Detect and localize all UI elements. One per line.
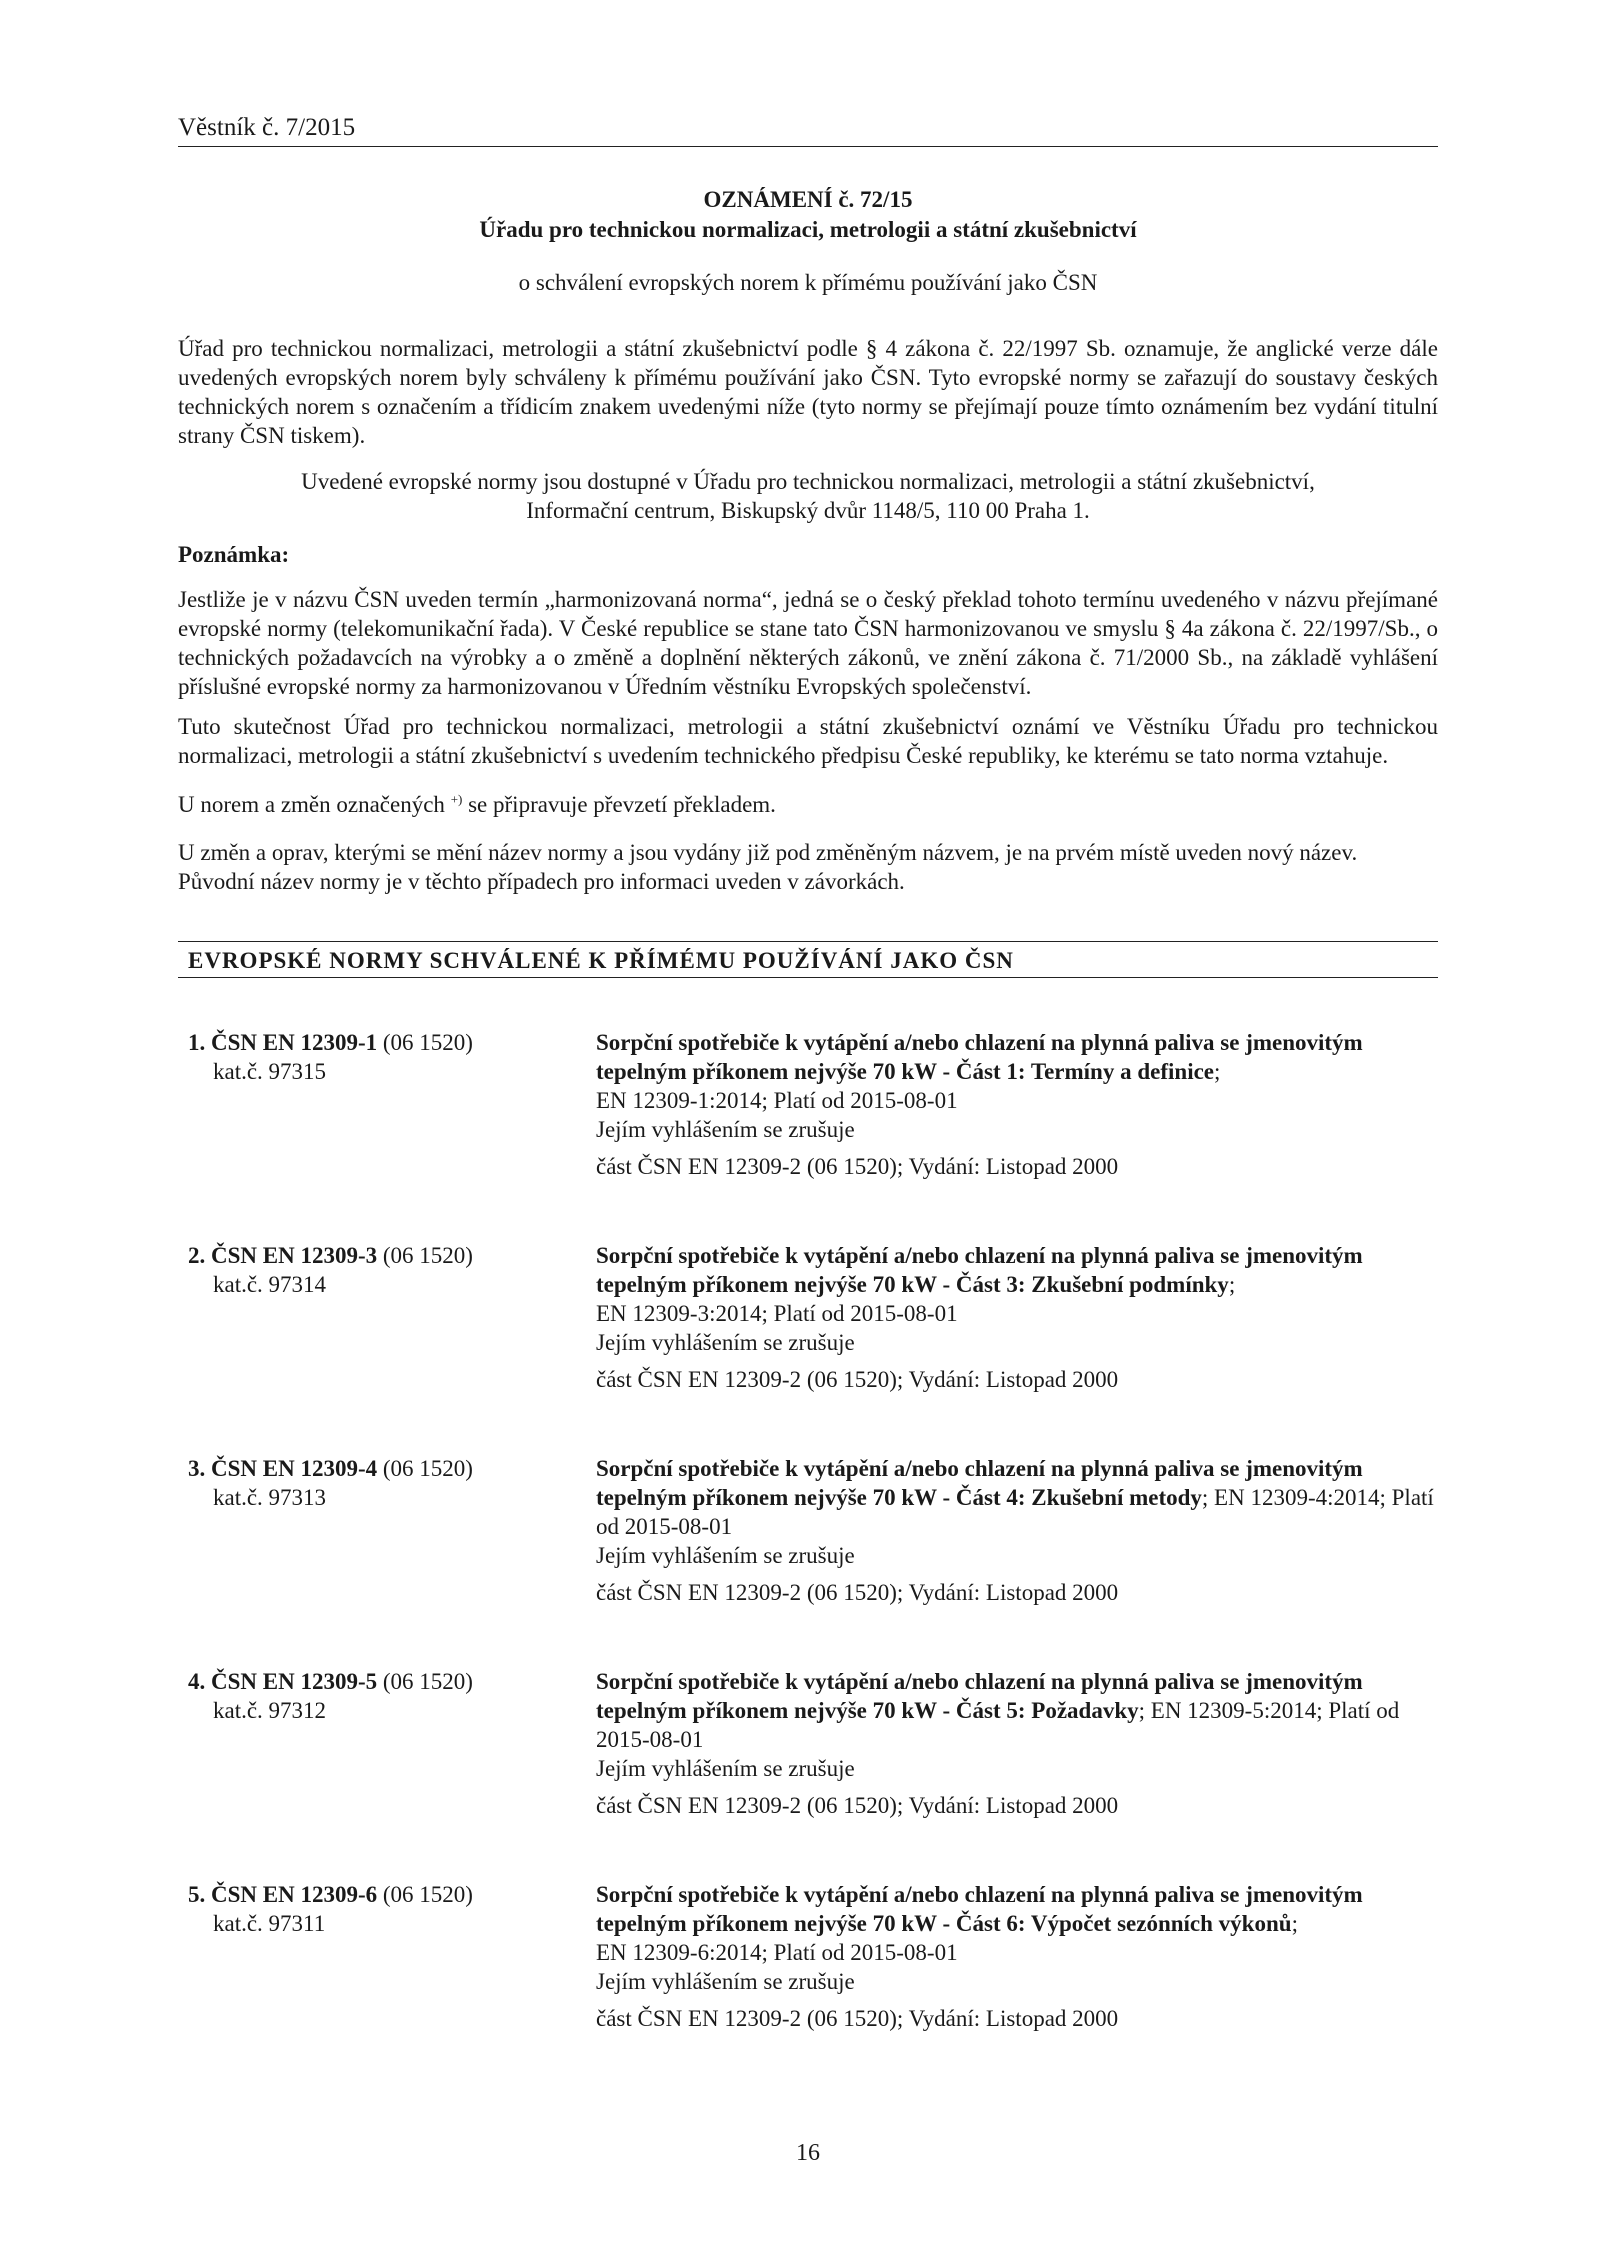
norm-class: (06 1520) <box>382 1030 473 1055</box>
section-title: EVROPSKÉ NORMY SCHVÁLENÉ K PŘÍMÉMU POUŽÍVÁNÍ JAKO ČSN <box>188 948 1014 973</box>
note-p3-after: se připravuje převzetí překladem. <box>462 792 776 817</box>
announcement-subject: o schválení evropských norem k přímému používání jako ČSN <box>518 270 1098 295</box>
norm-entry-identifier <box>188 1454 568 1512</box>
norm-replaced: část ČSN EN 12309-2 (06 1520); Vydání: Listopad 2000 <box>596 1367 1119 1392</box>
norm-code: ČSN EN 12309-5 <box>211 1669 378 1694</box>
note-label: Poznámka: <box>178 542 290 567</box>
norm-code: ČSN EN 12309-6 <box>211 1882 378 1907</box>
norm-entry-identifier <box>188 1028 568 1086</box>
norm-entry-identifier <box>188 1880 568 1938</box>
norm-index: 2. <box>188 1243 206 1268</box>
norm-entry-description: Sorpční spotřebiče k vytápění a/nebo chlazení na plynná paliva se jmenovitým tepelným příkonem nejvýše 70 kW - Část 3: Zkušební podmínky; EN 12309-3:2014; Platí od 2015-08-01 Jejím vyhlášením se zrušuje část ČSN EN 12309-2 (06 1520); Vydání: Listopad 2000 <box>596 1241 1438 1394</box>
announcement-number: OZNÁMENÍ č. 72/15 <box>703 187 913 212</box>
note-paragraph-2: Tuto skutečnost Úřad pro technickou normalizaci, metrologii a státní zkušebnictví oznámí ve Věstníku Úřadu pro technickou normalizaci, metrologii a státní zkušebnictví s uvedením technického předpisu České republiky, ke kterému se tato norma vztahuje. <box>178 714 1438 768</box>
norm-class: (06 1520) <box>382 1669 473 1694</box>
norm-code: ČSN EN 12309-3 <box>211 1243 378 1268</box>
norm-class: (06 1520) <box>382 1882 473 1907</box>
norm-index: 5. <box>188 1882 206 1907</box>
note-paragraph-1: Jestliže je v názvu ČSN uveden termín „harmonizovaná norma“, jedná se o český překlad tohoto termínu uvedeného v názvu přejímané evropské normy (telekomunikační řada). V České republice se stane tato ČSN harmonizovanou ve smyslu § 4a zákona č. 22/1997/Sb., o technických požadavcích na výrobky a o změně a doplnění některých zákonů, ve znění zákona č. 71/2000 Sb., na základě vyhlášení příslušné evropské normy za harmonizovanou v Úředním věstníku Evropských společenství. <box>178 587 1438 699</box>
norm-catalog-number: kat.č. 97315 <box>213 1059 327 1084</box>
norm-replaced: část ČSN EN 12309-2 (06 1520); Vydání: Listopad 2000 <box>596 1580 1119 1605</box>
norm-entry-description: Sorpční spotřebiče k vytápění a/nebo chlazení na plynná paliva se jmenovitým tepelným příkonem nejvýše 70 kW - Část 6: Výpočet sezónních výkonů; EN 12309-6:2014; Platí od 2015-08-01 Jejím vyhlášením se zrušuje část ČSN EN 12309-2 (06 1520); Vydání: Listopad 2000 <box>596 1880 1438 2033</box>
note-p3-before: U norem a změn označených <box>178 792 451 817</box>
norm-cancels: Jejím vyhlášením se zrušuje <box>596 1543 855 1568</box>
norm-cancels: Jejím vyhlášením se zrušuje <box>596 1969 855 1994</box>
availability-line-1: Uvedené evropské normy jsou dostupné v Úřadu pro technickou normalizaci, metrologii a státní zkušebnictví, <box>301 469 1315 494</box>
norm-code: ČSN EN 12309-1 <box>211 1030 378 1055</box>
section-rule-top <box>178 941 1438 942</box>
running-head: Věstník č. 7/2015 <box>178 114 356 141</box>
norm-details: EN 12309-6:2014; Platí od 2015-08-01 <box>596 1940 958 1965</box>
norm-replaced: část ČSN EN 12309-2 (06 1520); Vydání: Listopad 2000 <box>596 1154 1119 1179</box>
norm-index: 4. <box>188 1669 206 1694</box>
note-paragraph-3 <box>178 790 1438 819</box>
norm-details: EN 12309-1:2014; Platí od 2015-08-01 <box>596 1088 958 1113</box>
norm-entry-description: Sorpční spotřebiče k vytápění a/nebo chlazení na plynná paliva se jmenovitým tepelným příkonem nejvýše 70 kW - Část 1: Termíny a definice; EN 12309-1:2014; Platí od 2015-08-01 Jejím vyhlášením se zrušuje část ČSN EN 12309-2 (06 1520); Vydání: Listopad 2000 <box>596 1028 1438 1181</box>
note-paragraph-4: U změn a oprav, kterými se mění název normy a jsou vydány již pod změněným názvem, je na prvém místě uveden nový název. Původní název normy je v těchto případech pro informaci uveden v závorkách. <box>178 840 1358 894</box>
norm-entry-identifier <box>188 1241 568 1299</box>
norm-entry-identifier <box>188 1667 568 1725</box>
norm-class: (06 1520) <box>382 1243 473 1268</box>
norm-title: Sorpční spotřebiče k vytápění a/nebo chlazení na plynná paliva se jmenovitým tepelným příkonem nejvýše 70 kW - Část 6: Výpočet sezónních výkonů <box>596 1882 1363 1936</box>
announcement-title-block <box>178 185 1438 245</box>
norm-title: Sorpční spotřebiče k vytápění a/nebo chlazení na plynná paliva se jmenovitým tepelným příkonem nejvýše 70 kW - Část 3: Zkušební podmínky <box>596 1243 1363 1297</box>
note-p3-superscript: +) <box>450 791 463 807</box>
norm-index: 3. <box>188 1456 206 1481</box>
norm-entry-description: Sorpční spotřebiče k vytápění a/nebo chlazení na plynná paliva se jmenovitým tepelným příkonem nejvýše 70 kW - Část 5: Požadavky; EN 12309-5:2014; Platí od 2015-08-01 Jejím vyhlášením se zrušuje část ČSN EN 12309-2 (06 1520); Vydání: Listopad 2000 <box>596 1667 1438 1820</box>
norm-replaced: část ČSN EN 12309-2 (06 1520); Vydání: Listopad 2000 <box>596 1793 1119 1818</box>
norm-cancels: Jejím vyhlášením se zrušuje <box>596 1117 855 1142</box>
norm-catalog-number: kat.č. 97314 <box>213 1272 327 1297</box>
norm-catalog-number: kat.č. 97313 <box>213 1485 327 1510</box>
norm-title: Sorpční spotřebiče k vytápění a/nebo chlazení na plynná paliva se jmenovitým tepelným příkonem nejvýše 70 kW - Část 5: Požadavky <box>596 1669 1363 1723</box>
page-number: 16 <box>796 2140 820 2166</box>
norm-catalog-number: kat.č. 97312 <box>213 1698 327 1723</box>
availability-notice <box>178 467 1438 525</box>
norm-cancels: Jejím vyhlášením se zrušuje <box>596 1756 855 1781</box>
norm-title: Sorpční spotřebiče k vytápění a/nebo chlazení na plynná paliva se jmenovitým tepelným příkonem nejvýše 70 kW - Část 4: Zkušební metody <box>596 1456 1363 1510</box>
intro-paragraph: Úřad pro technickou normalizaci, metrologii a státní zkušebnictví podle § 4 zákona č. 22/1997 Sb. oznamuje, že anglické verze dále uvedených evropských norem byly schváleny k přímému používání jako ČSN. Tyto evropské normy se zařazují do soustavy českých technických norem s označením a třídicím znakem uvedenými níže (tyto normy se přejímají pouze tímto oznámením bez vydání titulní strany ČSN tiskem). <box>178 336 1438 448</box>
norm-details: EN 12309-3:2014; Platí od 2015-08-01 <box>596 1301 958 1326</box>
availability-line-2: Informační centrum, Biskupský dvůr 1148/5, 110 00 Praha 1. <box>526 498 1090 523</box>
norm-cancels: Jejím vyhlášením se zrušuje <box>596 1330 855 1355</box>
norm-catalog-number: kat.č. 97311 <box>213 1911 326 1936</box>
norm-index: 1. <box>188 1030 206 1055</box>
section-rule-bottom <box>178 977 1438 978</box>
norm-title: Sorpční spotřebiče k vytápění a/nebo chlazení na plynná paliva se jmenovitým tepelným příkonem nejvýše 70 kW - Část 1: Termíny a definice <box>596 1030 1363 1084</box>
norm-entry-description: Sorpční spotřebiče k vytápění a/nebo chlazení na plynná paliva se jmenovitým tepelným příkonem nejvýše 70 kW - Část 4: Zkušební metody; EN 12309-4:2014; Platí od 2015-08-01 Jejím vyhlášením se zrušuje část ČSN EN 12309-2 (06 1520); Vydání: Listopad 2000 <box>596 1454 1438 1607</box>
norm-details: EN 12309-4:2014; Platí od 2015-08-01 <box>596 1485 1434 1539</box>
header-rule <box>178 146 1438 147</box>
norm-code: ČSN EN 12309-4 <box>211 1456 378 1481</box>
announcement-office: Úřadu pro technickou normalizaci, metrologii a státní zkušebnictví <box>479 217 1137 242</box>
norm-class: (06 1520) <box>382 1456 473 1481</box>
norm-replaced: část ČSN EN 12309-2 (06 1520); Vydání: Listopad 2000 <box>596 2006 1119 2031</box>
norm-details: EN 12309-5:2014; Platí od 2015-08-01 <box>596 1698 1400 1752</box>
